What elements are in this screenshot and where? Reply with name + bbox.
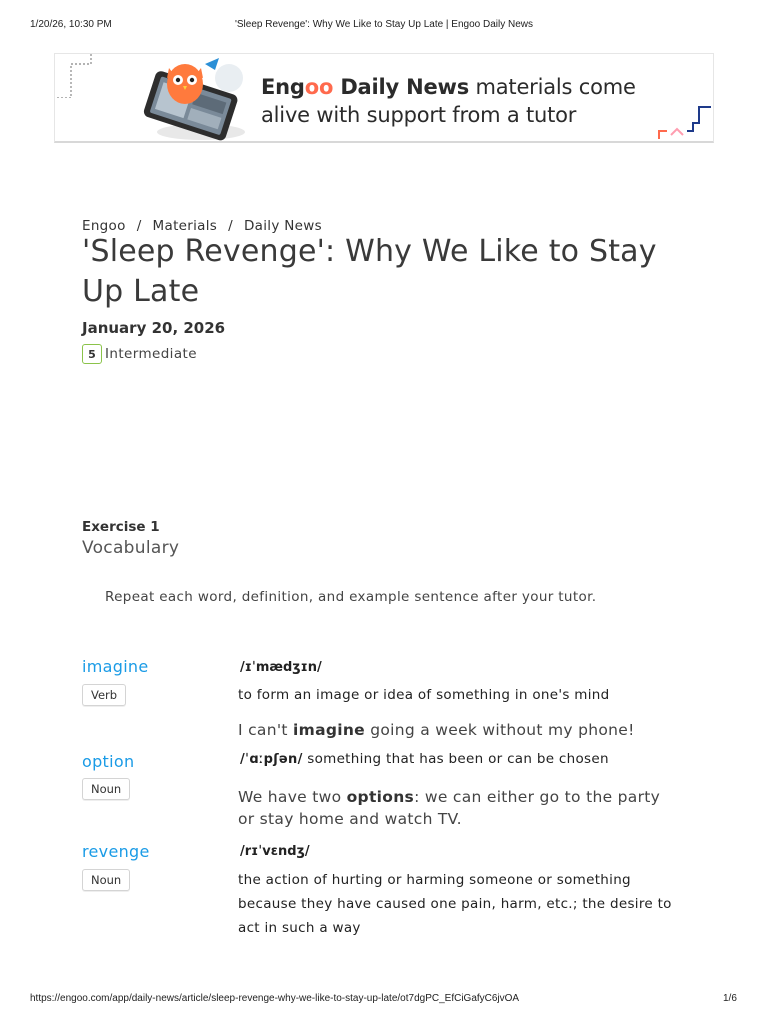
example-text: I can't [238, 721, 294, 739]
dotted-path-decoration-icon [57, 54, 93, 98]
vocab-definition: to form an image or idea of something in one's mind [238, 687, 610, 703]
pos-badge: Noun [82, 869, 130, 891]
stairs-decoration-icon [653, 101, 713, 141]
banner-brand-daily-news: Daily News [333, 75, 470, 99]
breadcrumb-separator: / [228, 218, 233, 234]
print-datetime: 1/20/26, 10:30 PM [30, 19, 112, 30]
print-header [0, 19, 768, 33]
vocab-definition: the action of hurting or harming someone or something because they have caused one pain, harm, etc.; the desire to act in such a way [238, 872, 672, 936]
breadcrumb-separator: / [136, 218, 142, 234]
vocab-ipa: /rɪˈvɛndʒ/ [240, 844, 310, 859]
exercise-title: Vocabulary [82, 538, 180, 558]
owl-tablet-illustration-icon [133, 56, 249, 143]
example-text: We have two [238, 788, 347, 806]
vocab-ipa-definition-line [240, 751, 609, 767]
vocab-word-imagine[interactable]: imagine [82, 657, 149, 676]
vocab-ipa: /ɪˈmædʒɪn/ [240, 660, 322, 675]
breadcrumb-daily-news[interactable]: Daily News [243, 218, 322, 234]
breadcrumb-materials[interactable]: Materials [152, 218, 218, 234]
exercise-label: Exercise 1 [82, 519, 160, 535]
level-indicator [82, 343, 197, 365]
print-footer [0, 993, 768, 1007]
publish-date: January 20, 2026 [82, 319, 226, 337]
vocab-definition: something that has been or can be chosen [307, 751, 609, 767]
banner-brand-oo: oo [304, 75, 334, 99]
example-text: : we can either go to the party or stay home and watch TV. [238, 788, 661, 828]
banner-line1-rest: materials come [469, 75, 636, 99]
vocab-example [238, 719, 678, 741]
vocab-word-revenge[interactable]: revenge [82, 842, 150, 861]
print-page-number: 1/6 [723, 993, 737, 1004]
example-highlight: imagine [293, 721, 365, 739]
level-label: Intermediate [105, 346, 197, 362]
promo-banner[interactable] [54, 53, 714, 143]
print-url: https://engoo.com/app/daily-news/article/sleep-revenge-why-we-like-to-stay-up-late/ot7dgPC_EfCiGafyC6jvOA [30, 993, 520, 1004]
banner-line2: alive with support from a tutor [261, 103, 577, 127]
banner-headline [261, 73, 636, 129]
example-text: going a week without my phone! [365, 721, 635, 739]
print-page-title: 'Sleep Revenge': Why We Like to Stay Up Late | Engoo Daily News [234, 19, 534, 30]
example-highlight: options [346, 788, 415, 806]
pos-badge: Verb [82, 684, 126, 706]
banner-brand-eng: Eng [261, 75, 305, 99]
vocab-ipa: /ˈɑːpʃən/ [240, 752, 303, 767]
breadcrumb-engoo[interactable]: Engoo [82, 218, 126, 234]
vocab-word-option[interactable]: option [82, 752, 135, 771]
pos-badge: Noun [82, 778, 130, 800]
page-title: 'Sleep Revenge': Why We Like to Stay Up Late [82, 234, 657, 309]
level-badge: 5 [82, 344, 102, 364]
vocab-example [238, 786, 678, 830]
exercise-instruction: Repeat each word, definition, and example sentence after your tutor. [105, 589, 597, 605]
